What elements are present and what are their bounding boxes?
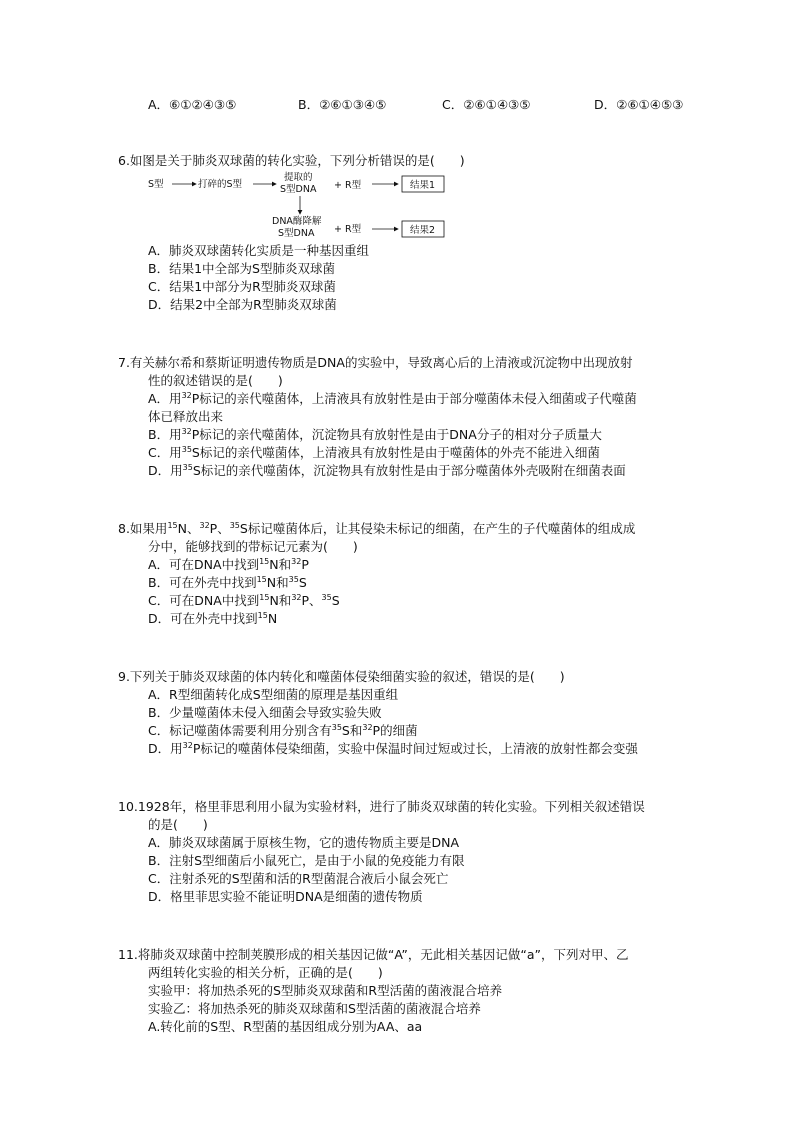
q8-option-d: D．可在外壳中找到$^{15}$N <box>148 611 278 626</box>
q9-option-c: C．标记噬菌体需要利用分别含有$^{35}$S和$^{32}$P的细菌 <box>148 723 418 738</box>
q11-experiment-1: 实验甲：将加热杀死的S型肺炎双球菌和R型活菌的菌液混合培养 <box>148 983 503 998</box>
q10-stem-1: 10.1928年，格里菲思利用小鼠为实验材料，进行了肺炎双球菌的转化实验。下列相关叙述错误 <box>118 799 645 814</box>
q7-option-d: D．用$^{35}$S标记的亲代噬菌体，沉淀物具有放射性是由于部分噬菌体外壳吸附在细菌表面 <box>148 463 626 478</box>
q9-stem: 9.下列关于肺炎双球菌的体内转化和噬菌体侵染细菌实验的叙述，错误的是( ) <box>118 669 565 684</box>
q7-option-b: B．用$^{32}$P标记的亲代噬菌体，沉淀物具有放射性是由于DNA分子的相对分子质量大 <box>148 427 602 442</box>
q8-option-b: B．可在外壳中找到$^{15}$N和$^{35}$S <box>148 575 307 590</box>
q10-option-b: B．注射S型细菌后小鼠死亡，是由于小鼠的免疫能力有限 <box>148 853 465 868</box>
q9-option-a: A．R型细菌转化成S型细菌的原理是基因重组 <box>148 687 399 702</box>
q6-stem: 6.如图是关于肺炎双球菌的转化实验，下列分析错误的是( ) <box>118 153 465 168</box>
q5-option-b: B．②⑥①③④⑤ <box>298 97 387 112</box>
diagram-dnase-1: DNA酶降解 <box>272 216 322 227</box>
transformation-diagram <box>140 170 460 244</box>
diagram-crushed-s: 打碎的S型 <box>198 179 243 190</box>
diagram-extracted-1: 提取的 <box>284 172 313 183</box>
q11-stem-2: 两组转化实验的相关分析，正确的是( ) <box>148 965 383 980</box>
q10-option-a: A．肺炎双球菌属于原核生物，它的遗传物质主要是DNA <box>148 835 460 850</box>
q7-stem-1: 7.有关赫尔希和蔡斯证明遗传物质是DNA的实验中，导致离心后的上清液或沉淀物中出现放射 <box>118 355 633 370</box>
q7-stem-2: 性的叙述错误的是( ) <box>148 373 283 388</box>
diagram-result2: 结果2 <box>410 225 436 236</box>
q6-option-b: B．结果1中全部为S型肺炎双球菌 <box>148 261 335 276</box>
q6-option-c: C．结果1中部分为R型肺炎双球菌 <box>148 279 336 294</box>
diagram-plus-r: + R型 <box>334 180 362 191</box>
q5-option-d: D．②⑥①④⑤③ <box>594 97 684 112</box>
q8-option-c: C．可在DNA中找到$^{15}$N和$^{32}$P、$^{35}$S <box>148 593 340 608</box>
q8-option-a: A．可在DNA中找到$^{15}$N和$^{32}$P <box>148 557 309 572</box>
q11-experiment-2: 实验乙：将加热杀死的肺炎双球菌和S型活菌的菌液混合培养 <box>148 1001 481 1016</box>
q11-stem-1: 11.将肺炎双球菌中控制荚膜形成的相关基因记做“A”，无此相关基因记做“a”，下列对甲、乙 <box>118 947 629 962</box>
diagram-dnase-2: S型DNA <box>278 228 315 239</box>
diagram-s-type: S型 <box>148 179 164 190</box>
diagram-plus-r2: + R型 <box>334 224 362 235</box>
q8-stem-1: 8.如果用$^{15}$N、$^{32}$P、$^{35}$S标记噬菌体后，让其侵染未标记的细菌，在产生的子代噬菌体的组成成 <box>118 521 636 536</box>
q9-option-b: B．少量噬菌体未侵入细菌会导致实验失败 <box>148 705 382 720</box>
q7-option-a: A．用$^{32}$P标记的亲代噬菌体，上清液具有放射性是由于部分噬菌体未侵入细菌或子代噬菌 <box>148 391 637 406</box>
q10-option-c: C．注射杀死的S型菌和活的R型菌混合液后小鼠会死亡 <box>148 871 449 886</box>
q5-option-c: C．②⑥①④③⑤ <box>442 97 531 112</box>
q10-stem-2: 的是( ) <box>148 817 208 832</box>
q5-option-a: A．⑥①②④③⑤ <box>148 97 237 112</box>
q6-option-a: A．肺炎双球菌转化实质是一种基因重组 <box>148 243 370 258</box>
q7-option-c: C．用$^{35}$S标记的亲代噬菌体，上清液具有放射性是由于噬菌体的外壳不能进入细菌 <box>148 445 600 460</box>
diagram-extracted-2: S型DNA <box>280 184 317 195</box>
q7-option-a-cont: 体已释放出来 <box>148 409 224 424</box>
diagram-result1: 结果1 <box>410 180 436 191</box>
q8-stem-2: 分中，能够找到的带标记元素为( ) <box>148 539 358 554</box>
q9-option-d: D．用$^{32}$P标记的噬菌体侵染细菌，实验中保温时间过短或过长，上清液的放射性都会变强 <box>148 741 638 756</box>
q6-option-d: D．结果2中全部为R型肺炎双球菌 <box>148 297 337 312</box>
q11-option-a: A.转化前的S型、R型菌的基因组成分别为AA、aa <box>148 1019 423 1034</box>
q10-option-d: D．格里菲思实验不能证明DNA是细菌的遗传物质 <box>148 889 423 904</box>
